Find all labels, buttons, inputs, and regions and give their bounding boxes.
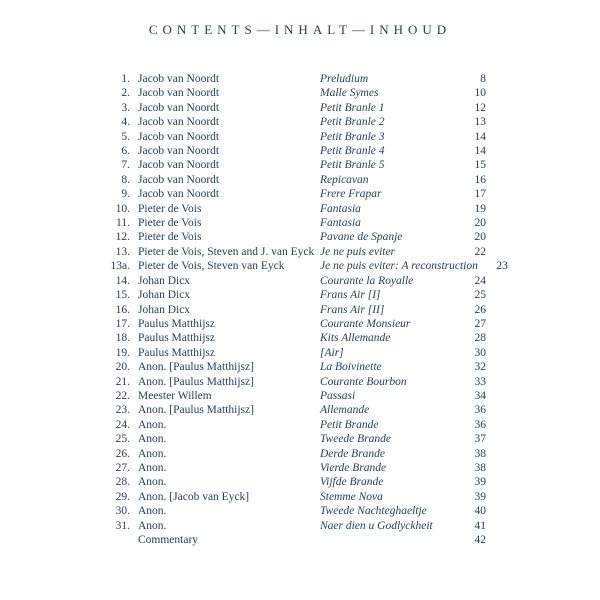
toc-page-number: 39 <box>474 490 486 503</box>
toc-row <box>88 533 486 547</box>
toc-entry-number: 31. <box>115 519 130 532</box>
toc-entry-number: 10. <box>115 202 130 215</box>
toc-entry-number: 24. <box>115 418 130 431</box>
toc-page-number: 33 <box>474 375 486 388</box>
toc-entry-number: 4. <box>121 116 130 129</box>
toc-composer: Anon. <box>138 476 167 489</box>
toc-entry-number: 18. <box>115 332 130 345</box>
toc-row <box>88 375 486 389</box>
toc-row <box>88 519 486 533</box>
toc-composer: Jacob van Noordt <box>138 159 220 172</box>
toc-page-number: 8 <box>480 73 486 85</box>
toc-row <box>88 101 486 115</box>
toc-composer: Paulus Matthijsz <box>138 332 215 345</box>
toc-entry-number: 20. <box>115 361 130 374</box>
toc-row <box>88 461 486 475</box>
toc-page-number: 28 <box>474 332 486 345</box>
toc-composer: Johan Dicx <box>138 289 191 302</box>
toc-piece-title: Fantasia <box>320 217 361 230</box>
toc-entry-number: 25. <box>115 433 130 446</box>
toc-page-number: 39 <box>474 476 486 489</box>
toc-piece-title: Fantasia <box>320 202 361 215</box>
toc-piece-title: Je ne puis eviter: A reconstruction <box>320 260 478 273</box>
toc-composer: Anon. [Paulus Matthijsz] <box>138 404 254 417</box>
toc-composer: Anon. <box>138 461 167 474</box>
toc-row <box>88 144 486 158</box>
toc-piece-title: Petit Branle 1 <box>320 101 385 114</box>
toc-row <box>88 389 486 403</box>
toc-page-number: 10 <box>474 87 486 100</box>
toc-composer: Pieter de Vois <box>138 231 202 244</box>
toc-composer: Anon. [Paulus Matthijsz] <box>138 361 254 374</box>
toc-composer: Pieter de Vois <box>138 202 202 215</box>
toc-row <box>88 274 486 288</box>
toc-composer: Jacob van Noordt <box>138 130 220 143</box>
toc-piece-title: Courante la Royalle <box>320 274 414 287</box>
toc-entry-number: 2. <box>121 87 130 100</box>
toc-piece-title: Vijfde Brande <box>320 476 384 489</box>
toc-entry-number: 23. <box>115 404 130 417</box>
toc-row <box>88 158 486 172</box>
toc-page-number: 42 <box>474 534 486 546</box>
toc-entry-number: 5. <box>121 130 130 143</box>
toc-entry-number: 7. <box>121 159 130 172</box>
toc-entry-number: 13. <box>115 245 130 258</box>
toc-piece-title: Frere Frapar <box>320 188 382 201</box>
toc-entry-number: 15. <box>115 289 130 302</box>
toc-entry-number: 14. <box>115 274 130 287</box>
toc-page-number: 17 <box>474 188 486 201</box>
toc-piece-title: Repicavan <box>320 173 369 186</box>
toc-row <box>88 317 486 331</box>
toc-entry-number: 16. <box>115 303 130 316</box>
toc-page-number: 25 <box>474 289 486 302</box>
toc-piece-title: Naer dien u Godlyckheit <box>320 519 433 532</box>
toc-row <box>88 331 486 345</box>
toc-piece-title: Pavane de Spanje <box>320 231 403 244</box>
toc-row <box>88 346 486 360</box>
toc-row <box>88 447 486 461</box>
toc-page-number: 15 <box>474 159 486 172</box>
toc-piece-title: Vierde Brande <box>320 461 387 474</box>
toc-composer: Jacob van Noordt <box>138 188 220 201</box>
toc-row <box>88 115 486 129</box>
toc-page-number: 37 <box>474 433 486 446</box>
toc-row <box>88 288 486 302</box>
toc-piece-title: Allemande <box>320 404 370 417</box>
toc-row <box>88 216 486 230</box>
toc-composer: Jacob van Noordt <box>138 116 220 129</box>
toc-piece-title: Petit Branle 2 <box>320 116 385 129</box>
page-title: CONTENTS—INHALT—INHOUD <box>148 22 452 37</box>
toc-page-number: 40 <box>474 505 486 518</box>
toc-composer: Paulus Matthijsz <box>138 346 215 359</box>
toc-row <box>88 504 486 518</box>
toc-row <box>88 259 508 273</box>
toc-composer: Pieter de Vois <box>138 217 202 230</box>
toc-row <box>88 86 486 100</box>
toc-row <box>88 202 486 216</box>
toc-composer: Anon. <box>138 418 167 431</box>
toc-row <box>88 230 486 244</box>
toc-composer: Anon. [Jacob van Eyck] <box>138 490 250 503</box>
toc-page-number: 38 <box>474 461 486 474</box>
toc-page-number: 36 <box>474 404 486 417</box>
toc-entry-number: 13a. <box>110 260 130 273</box>
toc-piece-title: Stemme Nova <box>320 490 383 503</box>
toc-row <box>88 475 486 489</box>
toc-piece-title: Petit Branle 4 <box>320 145 385 158</box>
toc-composer: Pieter de Vois, Steven and J. van Eyck <box>138 245 315 258</box>
toc-composer: Jacob van Noordt <box>138 87 220 100</box>
toc-entry-number: 3. <box>121 101 130 114</box>
toc-entry-number: 22. <box>115 389 130 402</box>
toc-page-number: 13 <box>474 116 486 129</box>
toc-entry-number: 28. <box>115 476 130 489</box>
toc-row <box>88 303 486 317</box>
toc-entry-number: 19. <box>115 346 130 359</box>
toc-page-number: 19 <box>474 202 486 215</box>
toc-page-number: 41 <box>474 519 486 532</box>
toc-row <box>88 360 486 374</box>
toc-list <box>88 72 508 547</box>
toc-page-number: 20 <box>474 231 486 244</box>
toc-entry-number: 21. <box>115 375 130 388</box>
toc-piece-title: Petit Branle 3 <box>320 130 385 143</box>
toc-page-number: 24 <box>474 274 486 287</box>
toc-composer: Anon. <box>138 519 167 532</box>
toc-entry-number: 9. <box>121 188 130 201</box>
toc-composer: Jacob van Noordt <box>138 101 220 114</box>
toc-piece-title: [Air] <box>320 346 344 359</box>
toc-composer: Paulus Matthijsz <box>138 317 215 330</box>
toc-piece-title: Tweede Nachteghaeltje <box>320 505 427 518</box>
toc-entry-number: 30. <box>115 505 130 518</box>
toc-piece-title: La Boivinette <box>320 361 382 374</box>
toc-page-number: 20 <box>474 217 486 230</box>
toc-piece-title: Petit Brande <box>320 418 379 431</box>
toc-piece-title: Courante Monsieur <box>320 317 411 330</box>
toc-page-number: 16 <box>474 173 486 186</box>
toc-row <box>88 418 486 432</box>
toc-piece-title: Malle Symes <box>320 87 379 100</box>
toc-piece-title: Preludium <box>320 73 369 85</box>
toc-piece-title: Je ne puis eviter <box>320 245 396 258</box>
toc-row <box>88 490 486 504</box>
toc-row <box>88 245 486 259</box>
toc-composer: Pieter de Vois, Steven van Eyck <box>138 260 285 273</box>
toc-composer: Meester Willem <box>138 389 212 402</box>
toc-page-number: 12 <box>474 101 486 114</box>
toc-piece-title: Kits Allemande <box>320 332 391 345</box>
toc-entry-number: 12. <box>115 231 130 244</box>
toc-entry-number: 27. <box>115 461 130 474</box>
toc-piece-title: Frans Air [I] <box>320 289 381 302</box>
toc-page-number: 38 <box>474 447 486 460</box>
toc-page-number: 32 <box>474 361 486 374</box>
toc-row <box>88 130 486 144</box>
toc-composer: Anon. <box>138 505 167 518</box>
toc-row <box>88 173 486 187</box>
toc-composer: Jacob van Noordt <box>138 173 220 186</box>
toc-composer: Anon. [Paulus Matthijsz] <box>138 375 254 388</box>
toc-composer: Johan Dicx <box>138 303 191 316</box>
toc-entry-number: 1. <box>121 73 130 85</box>
toc-composer: Jacob van Noordt <box>138 73 220 85</box>
toc-piece-title: Tweede Brande <box>320 433 392 446</box>
toc-page-number: 23 <box>496 260 508 273</box>
toc-piece-title: Passasi <box>320 389 356 402</box>
toc-entry-number: 11. <box>116 217 130 230</box>
toc-entry-number: 6. <box>121 145 130 158</box>
toc-row <box>88 72 486 86</box>
toc-entry-number: 26. <box>115 447 130 460</box>
toc-page-number: 34 <box>474 389 486 402</box>
toc-entry-number: 8. <box>121 173 130 186</box>
toc-composer: Anon. <box>138 433 167 446</box>
toc-page-number: 30 <box>474 346 486 359</box>
toc-row <box>88 187 486 201</box>
toc-composer: Anon. <box>138 447 167 460</box>
toc-entry-number: 17. <box>115 317 130 330</box>
toc-page-number: 26 <box>474 303 486 316</box>
toc-piece-title: Courante Bourbon <box>320 375 407 388</box>
toc-entry-number: 29. <box>115 490 130 503</box>
toc-page-number: 14 <box>474 145 486 158</box>
toc-piece-title: Derde Brande <box>320 447 386 460</box>
toc-page-number: 36 <box>474 418 486 431</box>
toc-page-number: 27 <box>474 317 486 330</box>
toc-page-number: 22 <box>474 245 486 258</box>
toc-composer: Commentary <box>138 534 199 546</box>
toc-row <box>88 403 486 417</box>
toc-page-number: 14 <box>474 130 486 143</box>
toc-composer: Jacob van Noordt <box>138 145 220 158</box>
toc-composer: Johan Dicx <box>138 274 191 287</box>
toc-piece-title: Frans Air [II] <box>320 303 385 316</box>
toc-row <box>88 432 486 446</box>
toc-piece-title: Petit Branle 5 <box>320 159 385 172</box>
